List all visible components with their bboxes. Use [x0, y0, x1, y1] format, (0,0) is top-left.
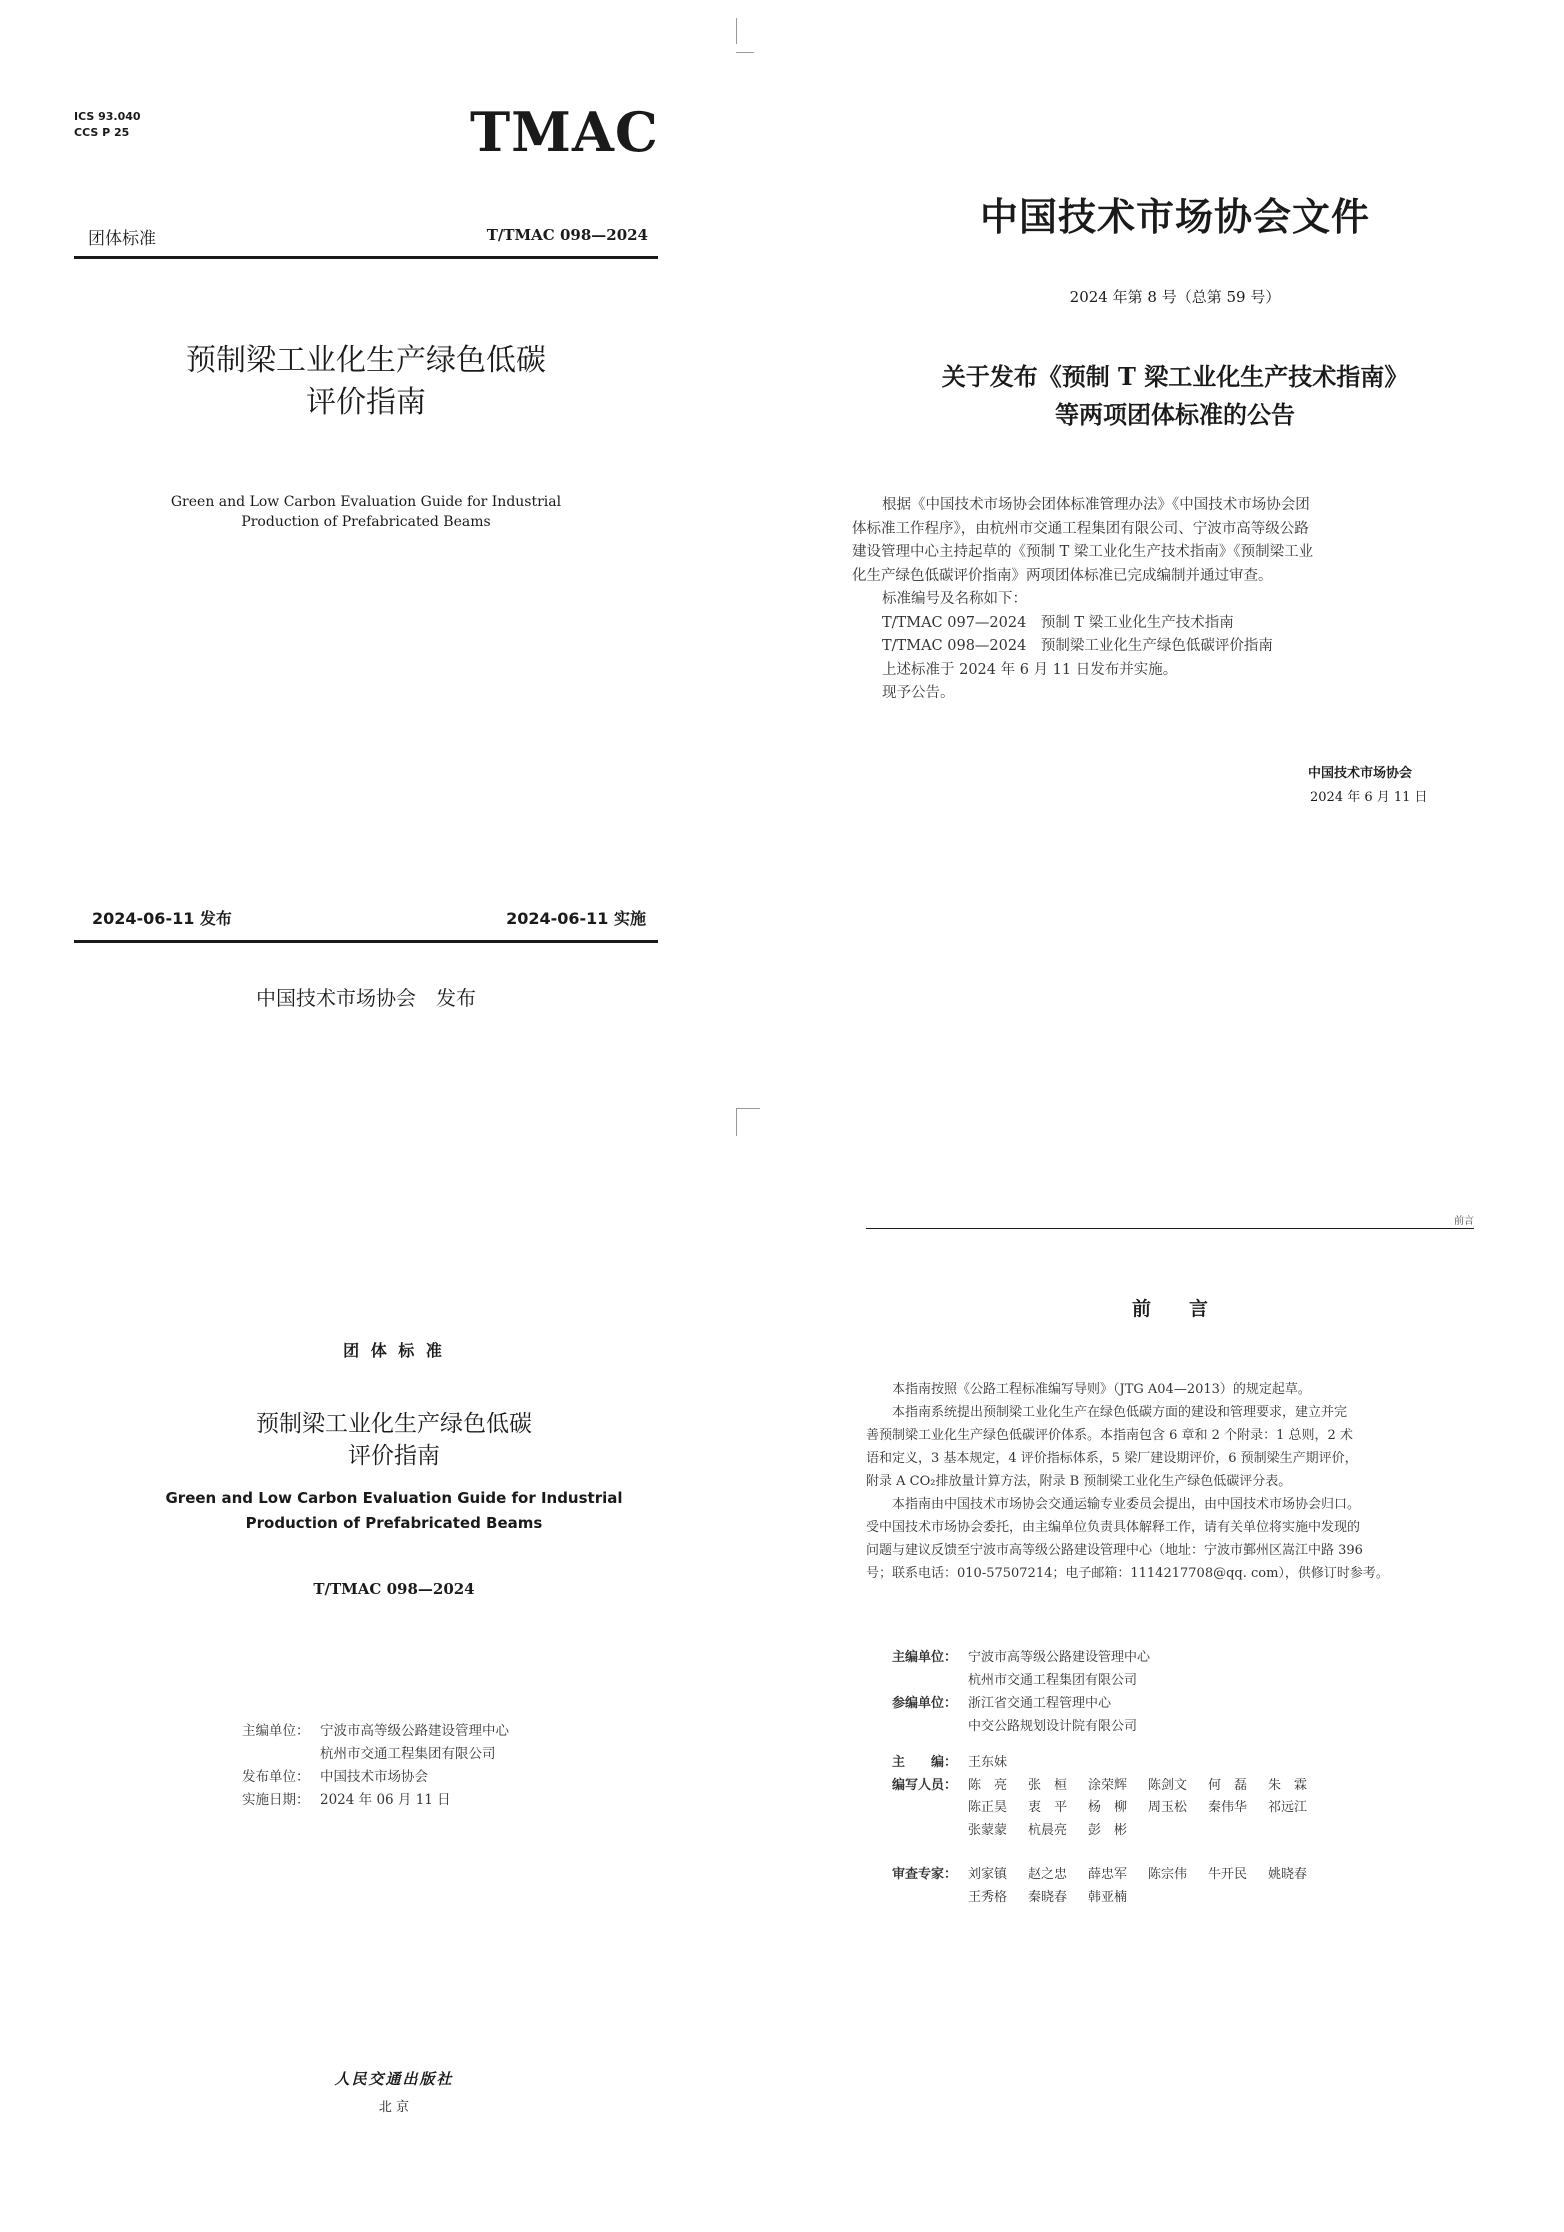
writer-name: 陈剑文 [1148, 1777, 1188, 1793]
writers-label: 编写人员： [892, 1777, 958, 1793]
notice-title-line1: 关于发布《预制 T 梁工业化生产技术指南》 [941, 362, 1409, 391]
standard-code: T/TMAC 098—2024 [486, 226, 648, 244]
people-block [892, 1752, 1328, 1842]
participant-units-row [892, 1715, 1150, 1738]
reviewers-block [892, 1864, 1328, 1909]
notice-effective: 上述标准于 2024 年 6 月 11 日发布并实施。 [882, 661, 1178, 678]
writer-name: 周玉松 [1148, 1800, 1188, 1815]
notice-title-line2: 等两项团体标准的公告 [1055, 400, 1295, 429]
tp-en-line2: Production of Prefabricated Beams [245, 1514, 543, 1532]
editor-name: 王东妹 [968, 1755, 1008, 1770]
writers-row [892, 1775, 1328, 1798]
reviewer-name: 王秀格 [968, 1889, 1008, 1905]
tp-title-en [74, 1486, 714, 1536]
reviewers-row [892, 1887, 1328, 1910]
notice-standard-item: T/TMAC 097—2024 预制 T 梁工业化生产技术指南 [882, 614, 1234, 631]
notice-para1-line: 化生产绿色低碳评价指南》两项团体标准已完成编制并通过审查。 [852, 567, 1273, 584]
writer-name: 陈 亮 [968, 1777, 1008, 1793]
preface-page [782, 1116, 1564, 2232]
ics-code: ICS 93.040 [74, 110, 141, 123]
preface-line: 号；联系电话：010-57507214；电子邮箱：1114217708@qq. com），供修订时参考。 [866, 1566, 1389, 1581]
notice-sign-org: 中国技术市场协会 [1308, 766, 1413, 781]
running-header-rule [866, 1228, 1474, 1229]
tp-info-label: 发布单位： [242, 1769, 310, 1785]
notice-closing: 现予公告。 [882, 685, 955, 701]
preface-line: 本指南按照《公路工程标准编写导则》（JTG A04—2013）的规定起草。 [892, 1382, 1311, 1397]
writer-name: 彭 彬 [1088, 1822, 1128, 1838]
writer-name: 张蒙蒙 [968, 1822, 1008, 1838]
crop-mark [736, 1108, 737, 1136]
reviewer-name: 韩亚楠 [1088, 1889, 1128, 1905]
editor-label: 主 编： [892, 1755, 958, 1770]
preface-line: 善预制梁工业化生产绿色低碳评价体系。本指南包含 6 章和 2 个附录：1 总则，2 术 [866, 1428, 1353, 1443]
notice-heading: 中国技术市场协会文件 [979, 194, 1370, 239]
writer-name: 陈正昊 [968, 1800, 1008, 1815]
tp-info-row [242, 1743, 509, 1766]
chief-units-row [892, 1646, 1150, 1669]
participant-unit: 中交公路规划设计院有限公司 [968, 1719, 1138, 1734]
notice-sign-date: 2024 年 6 月 11 日 [1310, 790, 1428, 805]
cover-title-line2: 评价指南 [306, 385, 426, 420]
writers-row [892, 1820, 1328, 1843]
cover-title-cn [74, 340, 658, 424]
tp-code: T/TMAC 098—2024 [313, 1580, 475, 1598]
tp-info-value: 2024 年 06 月 11 日 [320, 1792, 451, 1808]
cover-en-line2: Production of Prefabricated Beams [241, 514, 491, 530]
tp-info-value: 杭州市交通工程集团有限公司 [320, 1746, 496, 1762]
preface-body [866, 1378, 1474, 1585]
writer-name: 何 磊 [1208, 1777, 1248, 1793]
chief-unit: 宁波市高等级公路建设管理中心 [968, 1650, 1151, 1665]
notice-para1-line: 建设管理中心主持起草的《预制 T 梁工业化生产技术指南》《预制梁工业 [852, 544, 1314, 560]
preface-heading: 前 言 [1131, 1298, 1208, 1320]
preface-line: 本指南系统提出预制梁工业化生产在绿色低碳方面的建设和管理要求，建立并完 [892, 1405, 1348, 1420]
reviewer-name: 刘家镇 [968, 1867, 1008, 1882]
publish-date: 2024-06-11 发布 [92, 909, 232, 928]
reviewer-name: 陈宗伟 [1148, 1867, 1188, 1882]
preface-line: 语和定义，3 基本规定，4 评价指标体系，5 梁厂建设期评价，6 预制梁生产期评价， [866, 1451, 1358, 1466]
publisher-line: 中国技术市场协会 发布 [256, 986, 476, 1010]
cover-title-en [74, 492, 658, 532]
chief-label: 主编单位： [892, 1650, 958, 1665]
reviewer-name: 牛开民 [1208, 1867, 1248, 1882]
cover-page [0, 0, 782, 1116]
ccs-code: CCS P 25 [74, 126, 130, 139]
reviewer-name: 秦晓春 [1028, 1889, 1068, 1905]
preface-line: 受中国技术市场协会委托，由主编单位负责具体解释工作，请有关单位将实施中发现的 [866, 1520, 1361, 1535]
participant-units-row [892, 1692, 1150, 1715]
tp-info-row [242, 1789, 509, 1812]
tp-title-line2: 评价指南 [348, 1443, 440, 1469]
notice-list-intro: 标准编号及名称如下： [882, 591, 1027, 607]
participant-unit: 浙江省交通工程管理中心 [968, 1696, 1112, 1711]
notice-body [852, 494, 1542, 706]
tp-press-logo: 人民交通出版社 [334, 2070, 454, 2088]
writer-name: 张 桓 [1028, 1777, 1068, 1793]
title-page [0, 1116, 782, 2232]
crop-mark [736, 1108, 760, 1109]
running-header: 前言 [1454, 1216, 1474, 1227]
writer-name: 朱 霖 [1268, 1777, 1308, 1793]
writer-name: 涂荣辉 [1088, 1777, 1128, 1793]
writer-name: 衷 平 [1028, 1800, 1068, 1815]
tp-info-row [242, 1720, 509, 1743]
cover-en-line1: Green and Low Carbon Evaluation Guide for Industrial [170, 494, 562, 510]
notice-doc-number: 2024 年第 8 号（总第 59 号） [1069, 288, 1281, 306]
header-rule [74, 256, 658, 259]
implement-date: 2024-06-11 实施 [506, 909, 646, 928]
crop-mark [736, 18, 737, 44]
notice-page [782, 0, 1564, 1116]
participant-label: 参编单位： [892, 1696, 958, 1711]
notice-para1-line: 根据《中国技术市场协会团体标准管理办法》《中国技术市场协会团 [882, 497, 1310, 513]
preface-line: 附录 A CO₂排放量计算方法，附录 B 预制梁工业化生产绿色低碳评分表。 [866, 1474, 1292, 1489]
writer-name: 杨 柳 [1088, 1800, 1128, 1815]
tp-info-value: 宁波市高等级公路建设管理中心 [320, 1723, 509, 1739]
tp-info-label: 实施日期： [242, 1792, 310, 1808]
tp-info-row [242, 1766, 509, 1789]
reviewer-name: 薛忠军 [1088, 1867, 1128, 1882]
tp-title-cn [74, 1408, 714, 1472]
units-block [892, 1646, 1150, 1738]
tp-info-label: 主编单位： [242, 1723, 310, 1739]
tp-info-value: 中国技术市场协会 [320, 1769, 428, 1785]
crop-mark [736, 52, 754, 53]
chief-unit: 杭州市交通工程集团有限公司 [968, 1673, 1138, 1688]
writer-name: 祁远江 [1268, 1800, 1308, 1815]
reviewer-name: 姚晓春 [1268, 1867, 1308, 1882]
chief-units-row [892, 1669, 1150, 1692]
preface-line: 问题与建议反馈至宁波市高等级公路建设管理中心（地址：宁波市鄞州区嵩江中路 396 [866, 1543, 1363, 1558]
tp-category: 团 体 标 准 [343, 1341, 445, 1360]
reviewers-label: 审查专家： [892, 1867, 958, 1882]
writer-name: 杭晨亮 [1028, 1822, 1068, 1838]
tp-city: 北 京 [378, 2100, 410, 2115]
preface-line: 本指南由中国技术市场协会交通运输专业委员会提出，由中国技术市场协会归口。 [892, 1497, 1361, 1512]
standard-category: 团体标准 [88, 229, 156, 249]
tp-title-line1: 预制梁工业化生产绿色低碳 [256, 1411, 532, 1437]
notice-para1-line: 体标准工作程序》，由杭州市交通工程集团有限公司、宁波市高等级公路 [852, 520, 1309, 537]
writer-name: 秦伟华 [1208, 1800, 1248, 1815]
tp-en-line1: Green and Low Carbon Evaluation Guide for Industrial [165, 1489, 623, 1507]
notice-title [830, 358, 1520, 434]
tp-info-block [242, 1720, 509, 1812]
editor-row [892, 1752, 1328, 1775]
tmac-logo: TMAC [470, 100, 659, 164]
notice-standard-item: T/TMAC 098—2024 预制梁工业化生产绿色低碳评价指南 [882, 638, 1273, 654]
reviewers-row [892, 1864, 1328, 1887]
cover-title-line1: 预制梁工业化生产绿色低碳 [186, 343, 546, 378]
writers-row [892, 1797, 1328, 1820]
reviewer-name: 赵之忠 [1028, 1867, 1068, 1882]
footer-rule [74, 940, 658, 943]
